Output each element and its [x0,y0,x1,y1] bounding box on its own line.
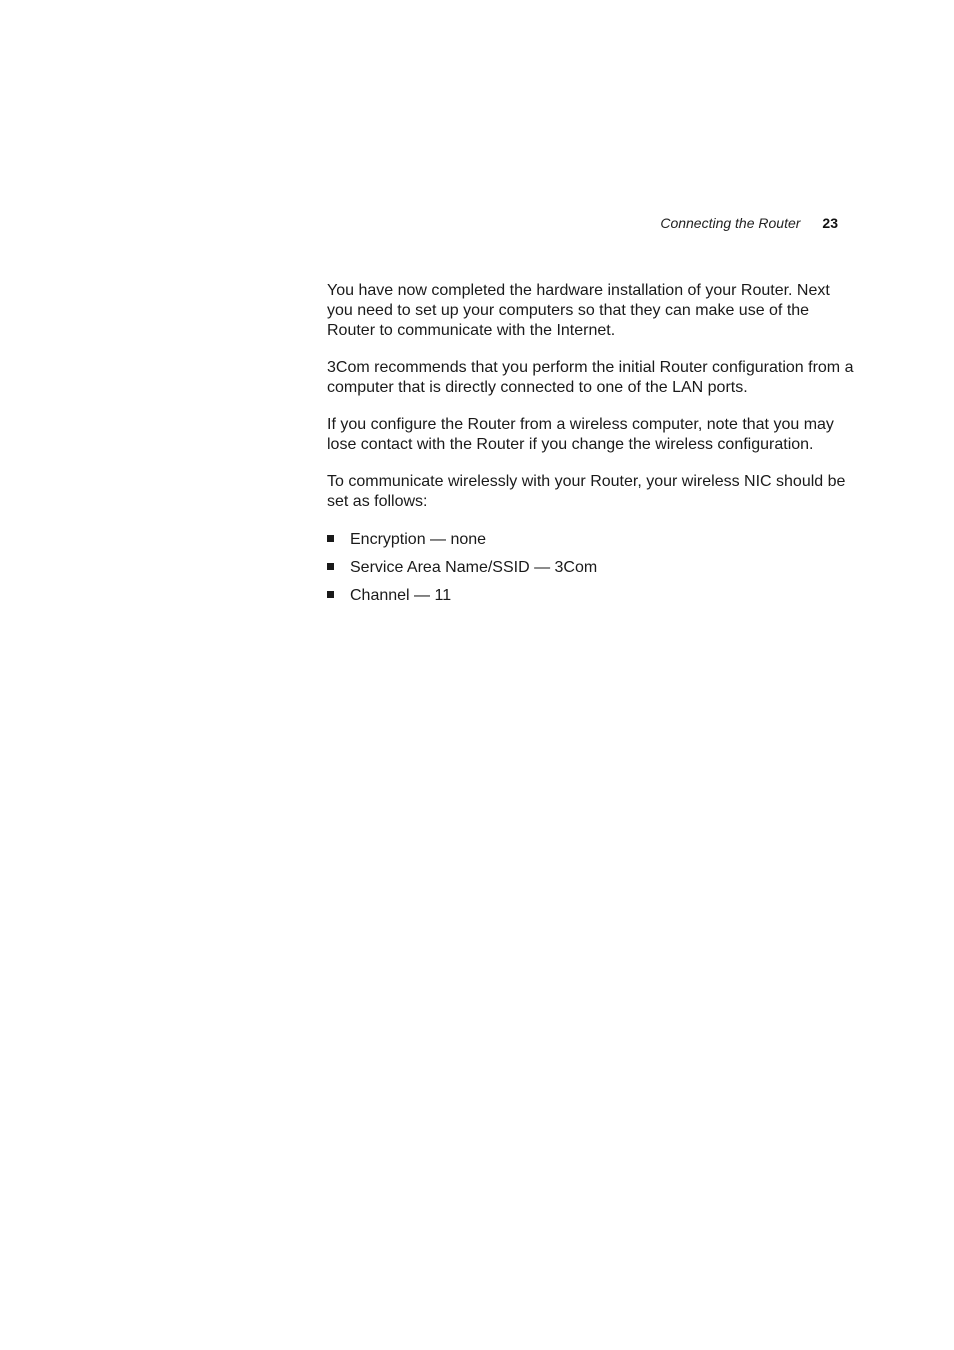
list-item [327,586,855,606]
paragraph-nic-settings-intro: To communicate wirelessly with your Router, your wireless NIC should be set as follows: [327,473,846,510]
nic-settings-list [327,530,855,606]
paragraph-wireless-warning: If you configure the Router from a wireless computer, note that you may lose contact with the Router if you change the wireless configuration. [327,416,834,453]
paragraph-recommendation: 3Com recommends that you perform the initial Router configuration from a computer that is directly connected to one of the LAN ports. [327,359,854,396]
list-item-text: Encryption — none [350,531,487,548]
square-bullet-icon [327,563,334,570]
list-item-text: Channel — 11 [350,587,452,604]
square-bullet-icon [327,535,334,542]
header-title: Connecting the Router [660,215,801,231]
body-content [327,281,855,614]
list-item [327,530,855,550]
paragraph-hardware-complete: You have now completed the hardware installation of your Router. Next you need to set up your computers so that they can make use of the Router to communicate with the Internet. [327,282,830,339]
list-item [327,558,855,578]
list-item-text: Service Area Name/SSID — 3Com [350,559,598,576]
running-header [660,215,838,235]
page-number: 23 [822,215,838,231]
square-bullet-icon [327,591,334,598]
